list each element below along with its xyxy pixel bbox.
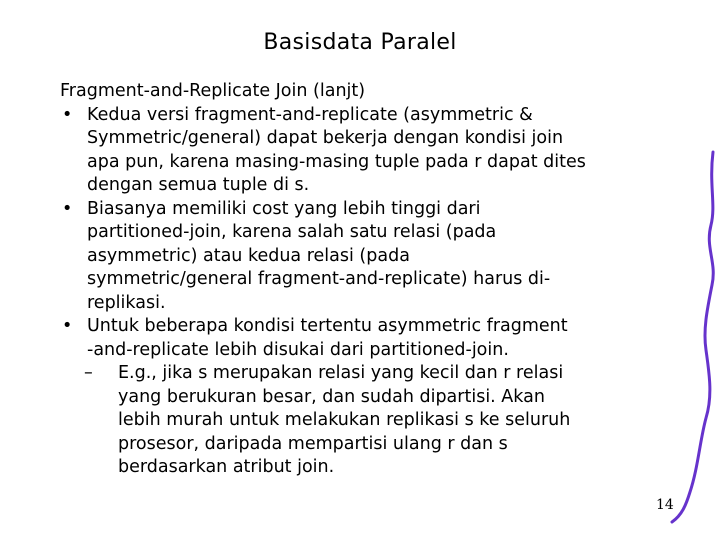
bullet-2-line-3: asymmetric) atau kedua relasi (pada — [87, 245, 410, 266]
bullet-1-line-3: apa pun, karena masing-masing tuple pada r dapat dites — [87, 151, 586, 172]
sub-bullet-marker: – — [84, 363, 93, 383]
sub-bullet-line-3: lebih murah untuk melakukan replikasi s ke seluruh — [118, 410, 571, 430]
bullet-2-line-5: replikasi. — [87, 292, 166, 313]
page-number: 14 — [656, 497, 674, 513]
bullet-2-line-2: partitioned-join, karena salah satu relasi (pada — [87, 222, 497, 242]
bullet-2-line-1: Biasanya memiliki cost yang lebih tinggi dari — [87, 198, 481, 219]
bullet-1-line-1: Kedua versi fragment-and-replicate (asymmetric & — [87, 104, 533, 125]
bullet-marker: • — [62, 316, 73, 336]
bullet-item-1 — [60, 104, 670, 198]
sub-bullet-item — [60, 362, 670, 480]
bullet-item-3 — [60, 315, 670, 362]
slide-subtitle: Fragment-and-Replicate Join (lanjt) — [60, 81, 366, 101]
bullet-marker: • — [62, 104, 73, 125]
sub-bullet-line-4: prosesor, daripada mempartisi ulang r dan s — [118, 433, 508, 454]
sub-bullet-line-2: yang berukuran besar, dan sudah dipartisi. Akan — [118, 386, 545, 407]
sub-bullet-line-1: E.g., jika s merupakan relasi yang kecil dan r relasi — [118, 363, 564, 383]
bullet-marker: • — [62, 198, 73, 219]
bullet-3-line-1: Untuk beberapa kondisi tertentu asymmetric fragment — [87, 316, 568, 336]
bullet-1-line-4: dengan semua tuple di s. — [87, 175, 310, 195]
bullet-3-line-2: -and-replicate lebih disukai dari partitioned-join. — [87, 339, 509, 360]
bullet-1-line-2: Symmetric/general) dapat bekerja dengan kondisi join — [87, 128, 564, 148]
bullet-2-line-4: symmetric/general fragment-and-replicate) harus di- — [87, 269, 551, 289]
slide-title: Basisdata Paralel — [263, 30, 457, 55]
slide-body — [60, 80, 670, 480]
bullet-item-2 — [60, 198, 670, 316]
sub-bullet-line-5: berdasarkan atribut join. — [118, 457, 335, 477]
